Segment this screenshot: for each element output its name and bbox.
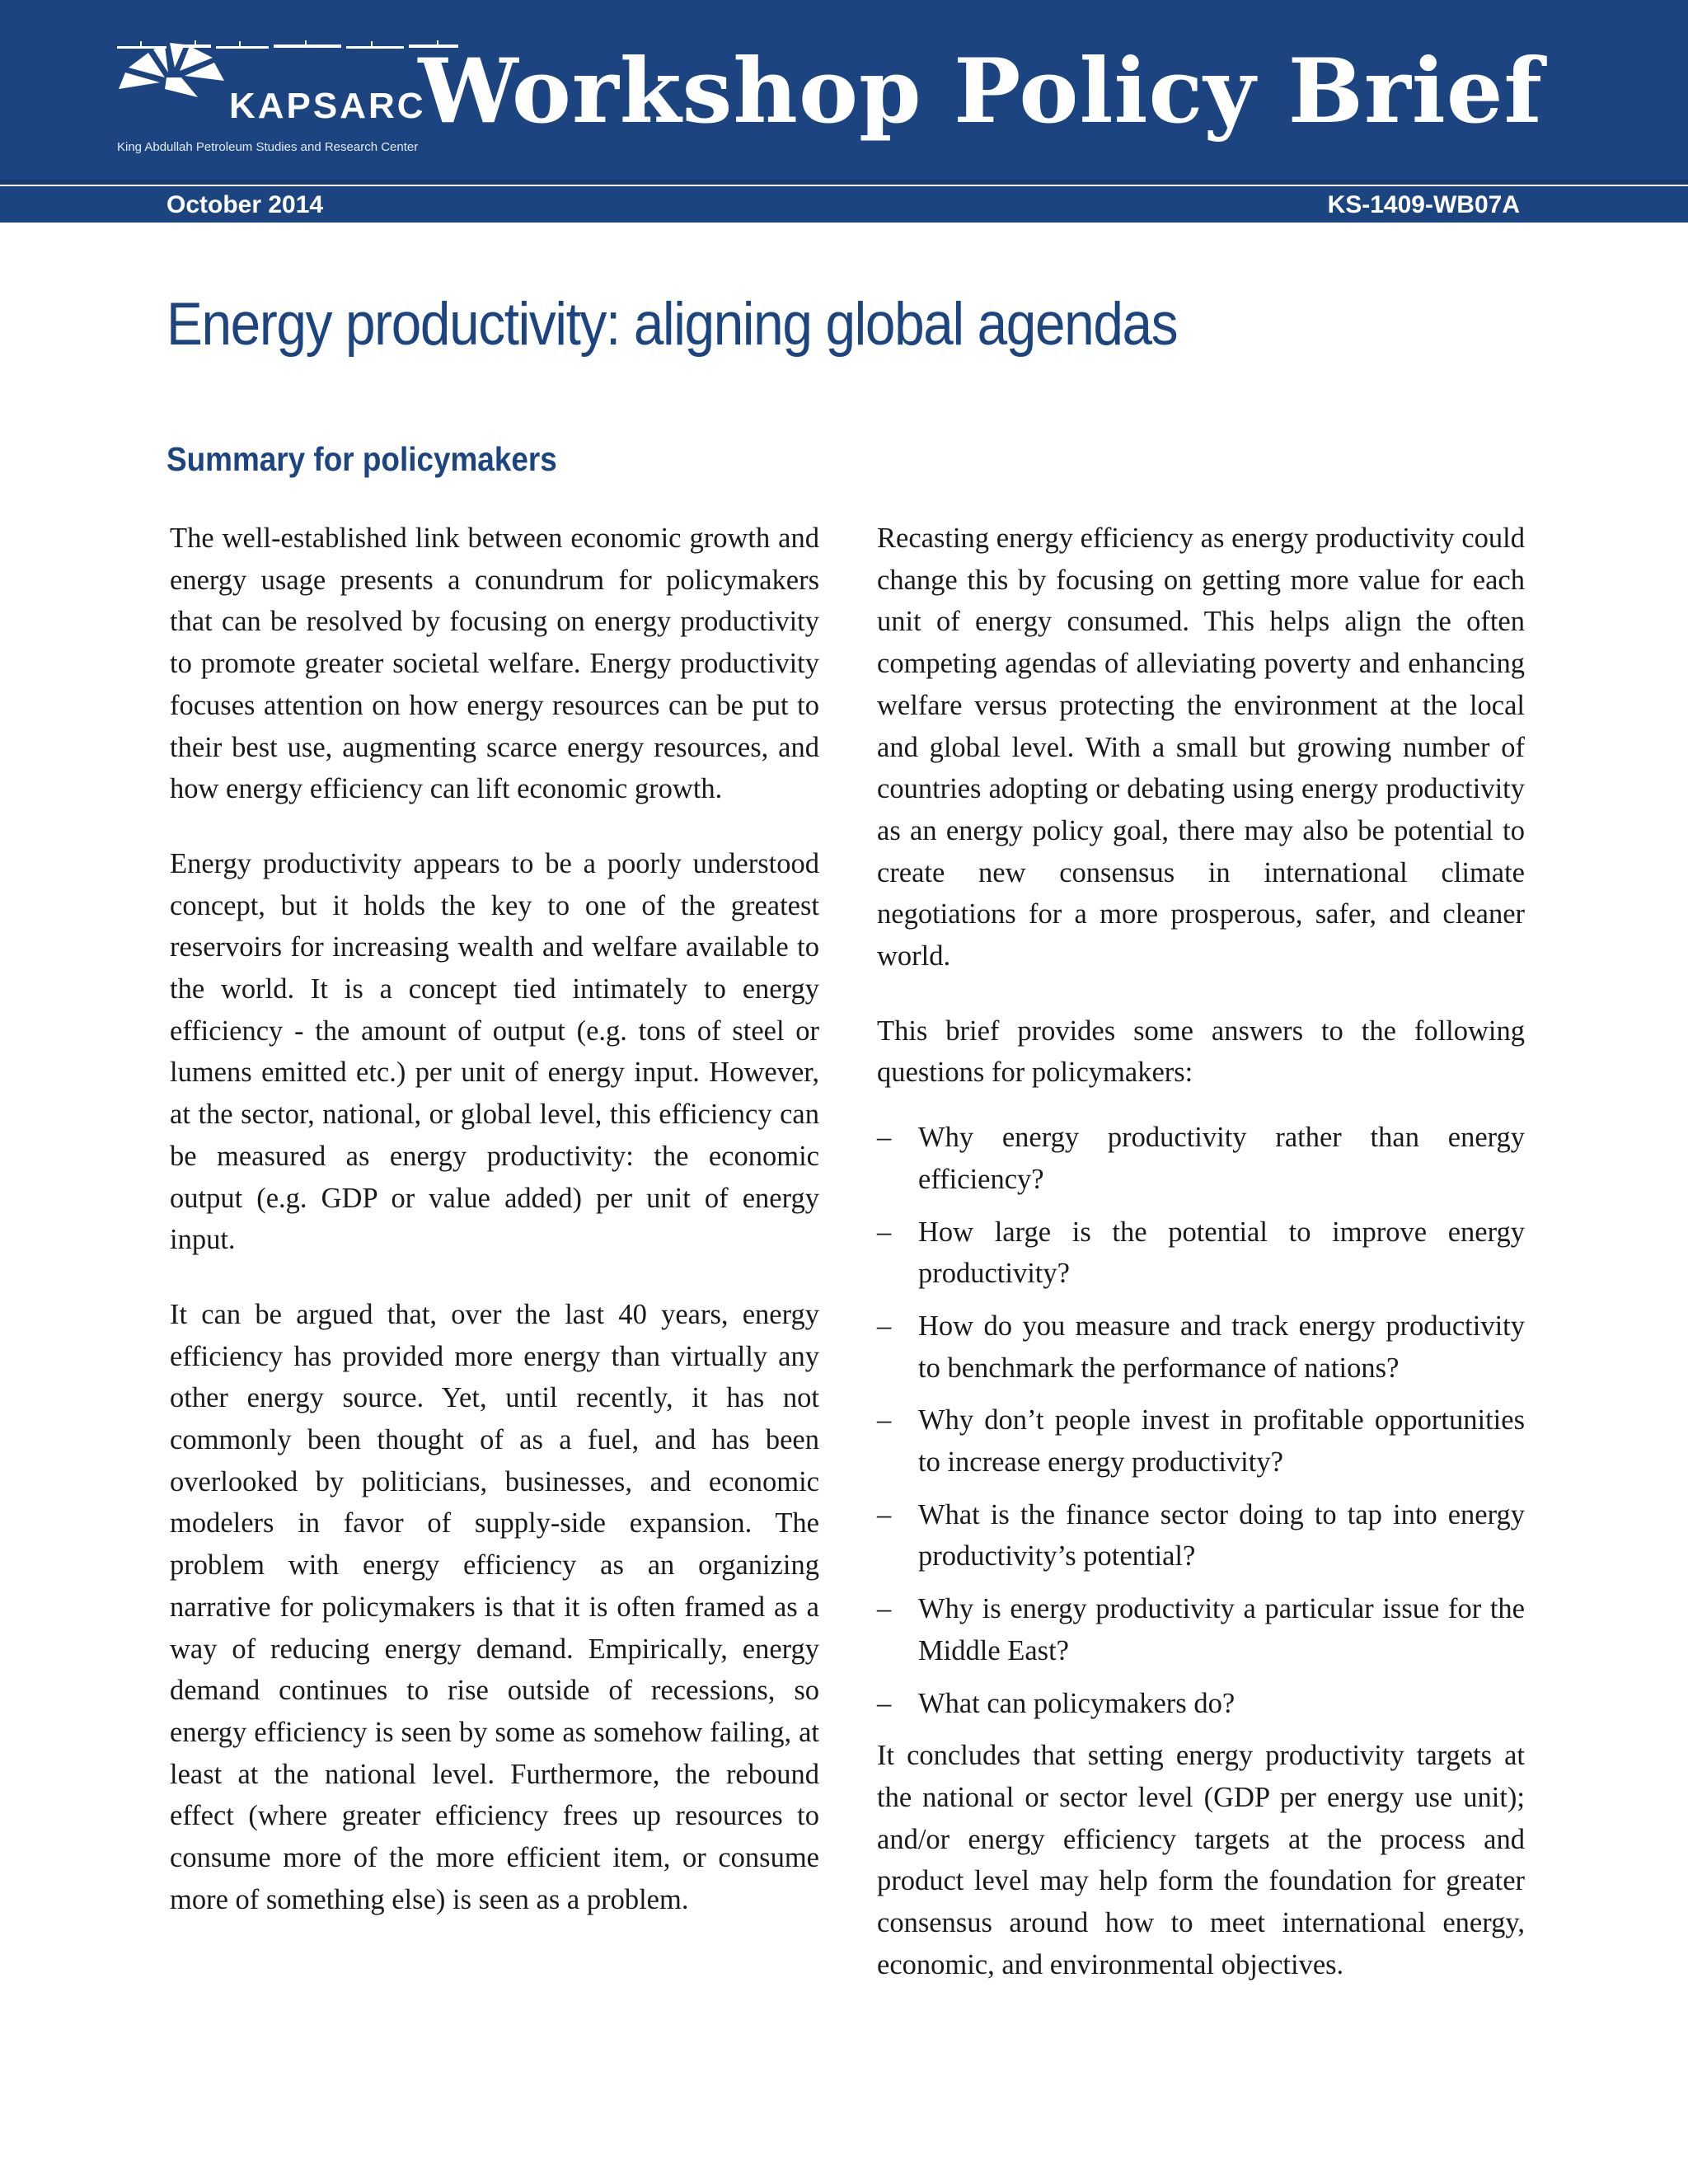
questions-list (877, 1117, 1525, 1724)
list-item (877, 1305, 1525, 1389)
bullet-dash: – (877, 1404, 892, 1436)
info-bar (0, 186, 1688, 223)
document-code: KS-1409-WB07A (1327, 191, 1520, 218)
list-item-text: How large is the potential to improve energy productivity? (918, 1216, 1525, 1290)
list-item-text: Why don’t people invest in profitable opportunities to increase energy productivity? (918, 1404, 1525, 1479)
list-item (877, 1399, 1525, 1483)
list-item-text: How do you measure and track energy productivity to benchmark the performance of nations? (918, 1310, 1525, 1384)
list-item (877, 1117, 1525, 1200)
kapsarc-logo (115, 40, 470, 163)
left-column (170, 518, 819, 1954)
conclusion-paragraph: It concludes that setting energy productivity targets at the national or sector level (GDP per energy use unit); and/or energy efficiency targets at the process and product level may help form the foundation for greater consensus around how to meet international energy, economic, and environmental objectives. (877, 1740, 1525, 1980)
bullet-dash: – (877, 1498, 892, 1530)
list-item-text: What is the finance sector doing to tap into energy productivity’s potential? (918, 1498, 1525, 1572)
publication-type-title: Workshop Policy Brief (418, 40, 1543, 143)
paragraph: Energy productivity appears to be a poorly understood concept, but it holds the key to one of the greatest reservoirs for increasing wealth and welfare available to the world. It is a concept tied intimately to energy efficiency - the amount of output (e.g. tons of steel or lumens emitted etc.) per unit of energy input. However, at the sector, national, or global level, this efficiency can be measured as energy productivity: the economic output (e.g. GDP or value added) per unit of energy input. (170, 847, 819, 1256)
list-item (877, 1212, 1525, 1295)
list-item (877, 1494, 1525, 1577)
right-column (877, 518, 1525, 2019)
list-item-text: Why energy productivity rather than energy efficiency? (918, 1122, 1525, 1195)
paragraph: Recasting energy efficiency as energy productivity could change this by focusing on getting more value for each unit of energy consumed. This helps align the often competing agendas of alleviating poverty and enhancing welfare versus protecting the environment at the local and global level. With a small but growing number of countries adopting or debating using energy productivity as an energy policy goal, there may also be potential to create new consensus in international climate negotiations for a more prosperous, safer, and cleaner world. (877, 523, 1525, 972)
bullet-dash: – (877, 1593, 892, 1625)
bullet-dash: – (877, 1122, 892, 1154)
logo-subtitle: King Abdullah Petroleum Studies and Research Center (117, 140, 419, 154)
list-item-text: Why is energy productivity a particular issue for the Middle East? (918, 1593, 1525, 1666)
list-item-text: What can policymakers do? (918, 1687, 1236, 1719)
paragraph: This brief provides some answers to the following questions for policymakers: (877, 1015, 1525, 1089)
logo-wordmark: KAPSARC (229, 86, 426, 126)
section-heading: Summary for policymakers (166, 440, 557, 478)
bullet-dash: – (877, 1310, 892, 1342)
publication-date: October 2014 (166, 191, 324, 218)
list-item (877, 1588, 1525, 1671)
list-item (877, 1683, 1525, 1725)
header-banner (0, 0, 1688, 185)
bullet-dash: – (877, 1687, 892, 1719)
paragraph: It can be argued that, over the last 40 years, energy efficiency has provided more energy than virtually any other energy source. Yet, until recently, it has not commonly been thought of as a fuel, and has been overlooked by politicians, businesses, and economic modelers in favor of supply-side expansion. The problem with energy efficiency as an organizing narrative for policymakers is that it is often framed as a way of reducing energy demand. Empirically, energy demand continues to rise outside of recessions, so energy efficiency is seen by some as somehow failing, at least at the national level. Furthermore, the rebound effect (where greater efficiency frees up resources to consume more of the more efficient item, or consume more of something else) is seen as a problem. (170, 1298, 819, 1915)
document-title: Energy productivity: aligning global agendas (166, 291, 1178, 358)
logo-arabic-lettering (115, 40, 462, 54)
paragraph: The well-established link between economic growth and energy usage presents a conundrum for policymakers that can be resolved by focusing on energy productivity to promote greater societal welfare. Energy productivity focuses attention on how energy resources can be put to their best use, augmenting scarce energy resources, and how energy efficiency can lift economic growth. (170, 523, 819, 805)
bullet-dash: – (877, 1216, 892, 1248)
